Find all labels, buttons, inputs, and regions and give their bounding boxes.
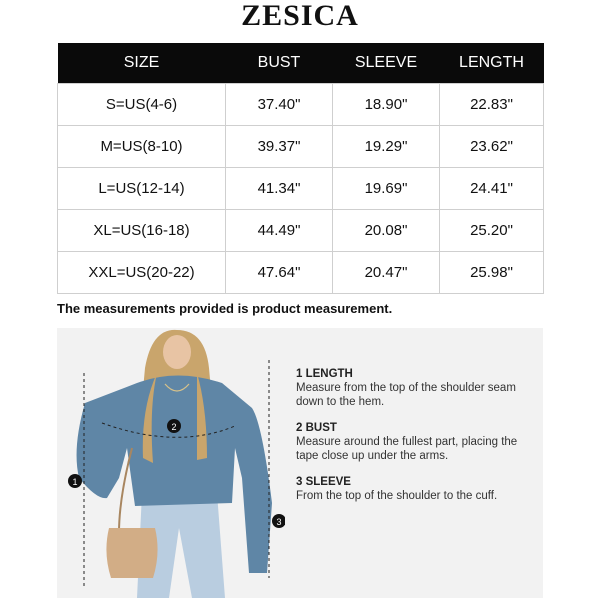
table-row bbox=[58, 167, 544, 209]
cell-length: 22.83" bbox=[440, 83, 544, 125]
cell-size: XL=US(16-18) bbox=[58, 209, 226, 251]
guide-bust bbox=[296, 421, 536, 463]
cell-length: 25.98" bbox=[440, 251, 544, 293]
handbag bbox=[106, 528, 157, 578]
cell-sleeve: 20.47" bbox=[333, 251, 440, 293]
model-photo bbox=[57, 328, 285, 598]
marker-bust-label: 2 bbox=[171, 422, 177, 432]
cell-size: L=US(12-14) bbox=[58, 167, 226, 209]
measurement-guide bbox=[285, 328, 543, 598]
cell-bust: 44.49" bbox=[226, 209, 333, 251]
cell-sleeve: 19.29" bbox=[333, 125, 440, 167]
guide-bust-desc: Measure around the fullest part, placing the tape close up under the arms. bbox=[296, 436, 518, 462]
size-chart-table bbox=[57, 43, 544, 294]
marker-length-label: 1 bbox=[72, 477, 78, 487]
guide-sleeve-title: 3 SLEEVE bbox=[296, 476, 351, 488]
table-row bbox=[58, 251, 544, 293]
cell-bust: 47.64" bbox=[226, 251, 333, 293]
header-sleeve: SLEEVE bbox=[333, 43, 440, 83]
cell-size: M=US(8-10) bbox=[58, 125, 226, 167]
header-size: SIZE bbox=[58, 43, 226, 83]
table-row bbox=[58, 209, 544, 251]
header-bust: BUST bbox=[226, 43, 333, 83]
cell-bust: 41.34" bbox=[226, 167, 333, 209]
cell-sleeve: 20.08" bbox=[333, 209, 440, 251]
header-length: LENGTH bbox=[440, 43, 544, 83]
cell-length: 24.41" bbox=[440, 167, 544, 209]
cell-bust: 39.37" bbox=[226, 125, 333, 167]
cell-size: XXL=US(20-22) bbox=[58, 251, 226, 293]
table-row bbox=[58, 125, 544, 167]
cell-length: 23.62" bbox=[440, 125, 544, 167]
measurement-note: The measurements provided is product measurement. bbox=[57, 301, 393, 316]
guide-sleeve bbox=[296, 475, 536, 503]
face-shape bbox=[163, 335, 191, 369]
cell-length: 25.20" bbox=[440, 209, 544, 251]
guide-length-desc: Measure from the top of the shoulder seam down to the hem. bbox=[296, 382, 516, 408]
marker-sleeve-label: 3 bbox=[276, 517, 282, 527]
cell-sleeve: 18.90" bbox=[333, 83, 440, 125]
table-row bbox=[58, 83, 544, 125]
table-header-row bbox=[58, 43, 544, 83]
guide-sleeve-desc: From the top of the shoulder to the cuff. bbox=[296, 490, 498, 502]
marker-bust bbox=[167, 419, 181, 433]
cell-sleeve: 19.69" bbox=[333, 167, 440, 209]
marker-length bbox=[68, 474, 82, 488]
model-illustration bbox=[57, 328, 285, 598]
cell-size: S=US(4-6) bbox=[58, 83, 226, 125]
marker-sleeve bbox=[272, 514, 285, 528]
guide-length bbox=[296, 367, 536, 409]
cell-bust: 37.40" bbox=[226, 83, 333, 125]
brand-logo: ZESICA bbox=[241, 0, 359, 32]
guide-length-title: 1 LENGTH bbox=[296, 368, 353, 380]
guide-bust-title: 2 BUST bbox=[296, 422, 337, 434]
